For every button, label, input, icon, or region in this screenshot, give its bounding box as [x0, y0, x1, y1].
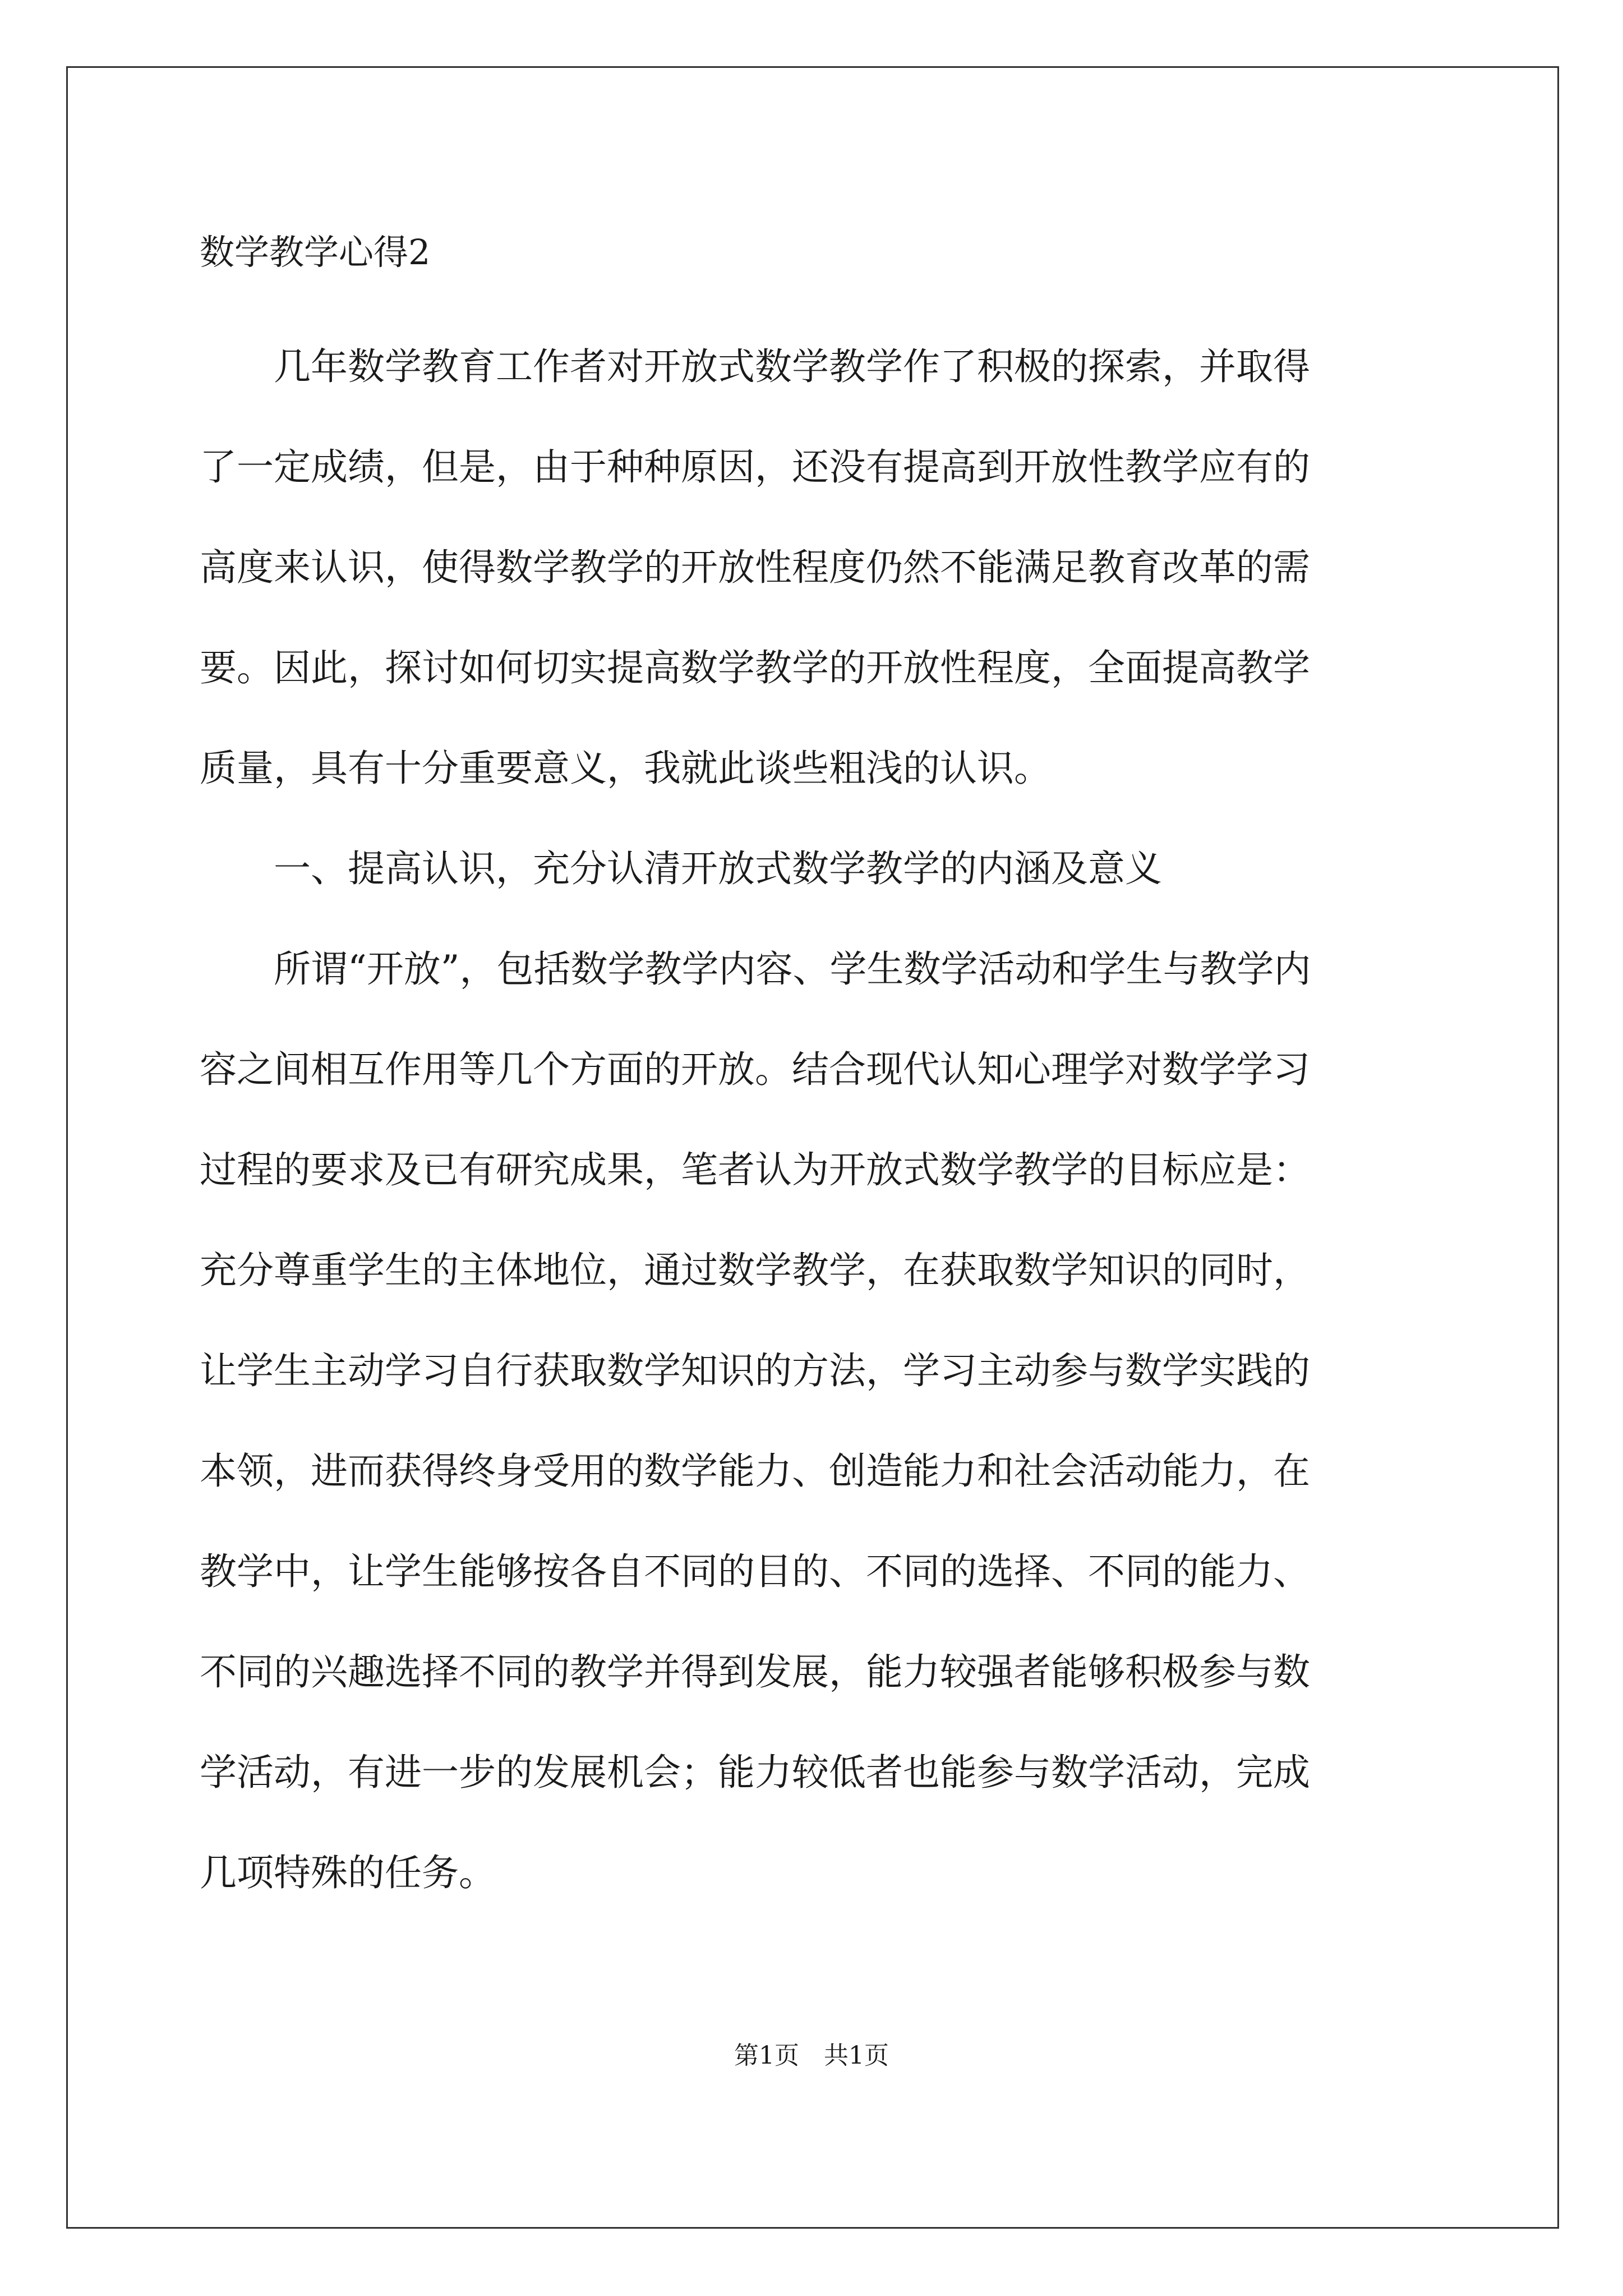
body-line: 不同的兴趣选择不同的教学并得到发展，能力较强者能够积极参与数	[200, 1650, 1310, 1694]
body-line: 高度来认识，使得数学教学的开放性程度仍然不能满足教育改革的需	[200, 546, 1310, 589]
page-number: 第1页	[734, 2041, 799, 2070]
body-line: 教学中，让学生能够按各自不同的目的、不同的选择、不同的能力、	[200, 1550, 1310, 1593]
body-line: 质量，具有十分重要意义，我就此谈些粗浅的认识。	[200, 747, 1051, 790]
body-line: 所谓“开放”，包括数学教学内容、学生数学活动和学生与教学内	[200, 947, 1311, 991]
page-footer	[0, 2039, 1623, 2073]
body-line: 学活动，有进一步的发展机会；能力较低者也能参与数学活动，完成	[200, 1751, 1310, 1794]
section-heading: 一、提高认识，充分认清开放式数学教学的内涵及意义	[200, 847, 1162, 890]
body-line: 几年数学教育工作者对开放式数学教学作了积极的探索，并取得	[200, 345, 1310, 388]
body-line: 了一定成绩，但是，由于种种原因，还没有提高到开放性教学应有的	[200, 445, 1310, 489]
document-title: 数学教学心得2	[200, 232, 431, 273]
body-line: 让学生主动学习自行获取数学知识的方法，学习主动参与数学实践的	[200, 1349, 1310, 1392]
body-line: 容之间相互作用等几个方面的开放。结合现代认知心理学对数学学习	[200, 1048, 1310, 1091]
page-count: 共1页	[824, 2041, 889, 2070]
body-line: 本领，进而获得终身受用的数学能力、创造能力和社会活动能力，在	[200, 1450, 1310, 1493]
body-line: 要。因此，探讨如何切实提高数学教学的开放性程度，全面提高教学	[200, 646, 1310, 689]
body-line: 充分尊重学生的主体地位，通过数学教学，在获取数学知识的同时，	[200, 1249, 1310, 1292]
body-line: 过程的要求及已有研究成果，笔者认为开放式数学教学的目标应是：	[200, 1148, 1310, 1191]
body-line: 几项特殊的任务。	[200, 1851, 496, 1894]
